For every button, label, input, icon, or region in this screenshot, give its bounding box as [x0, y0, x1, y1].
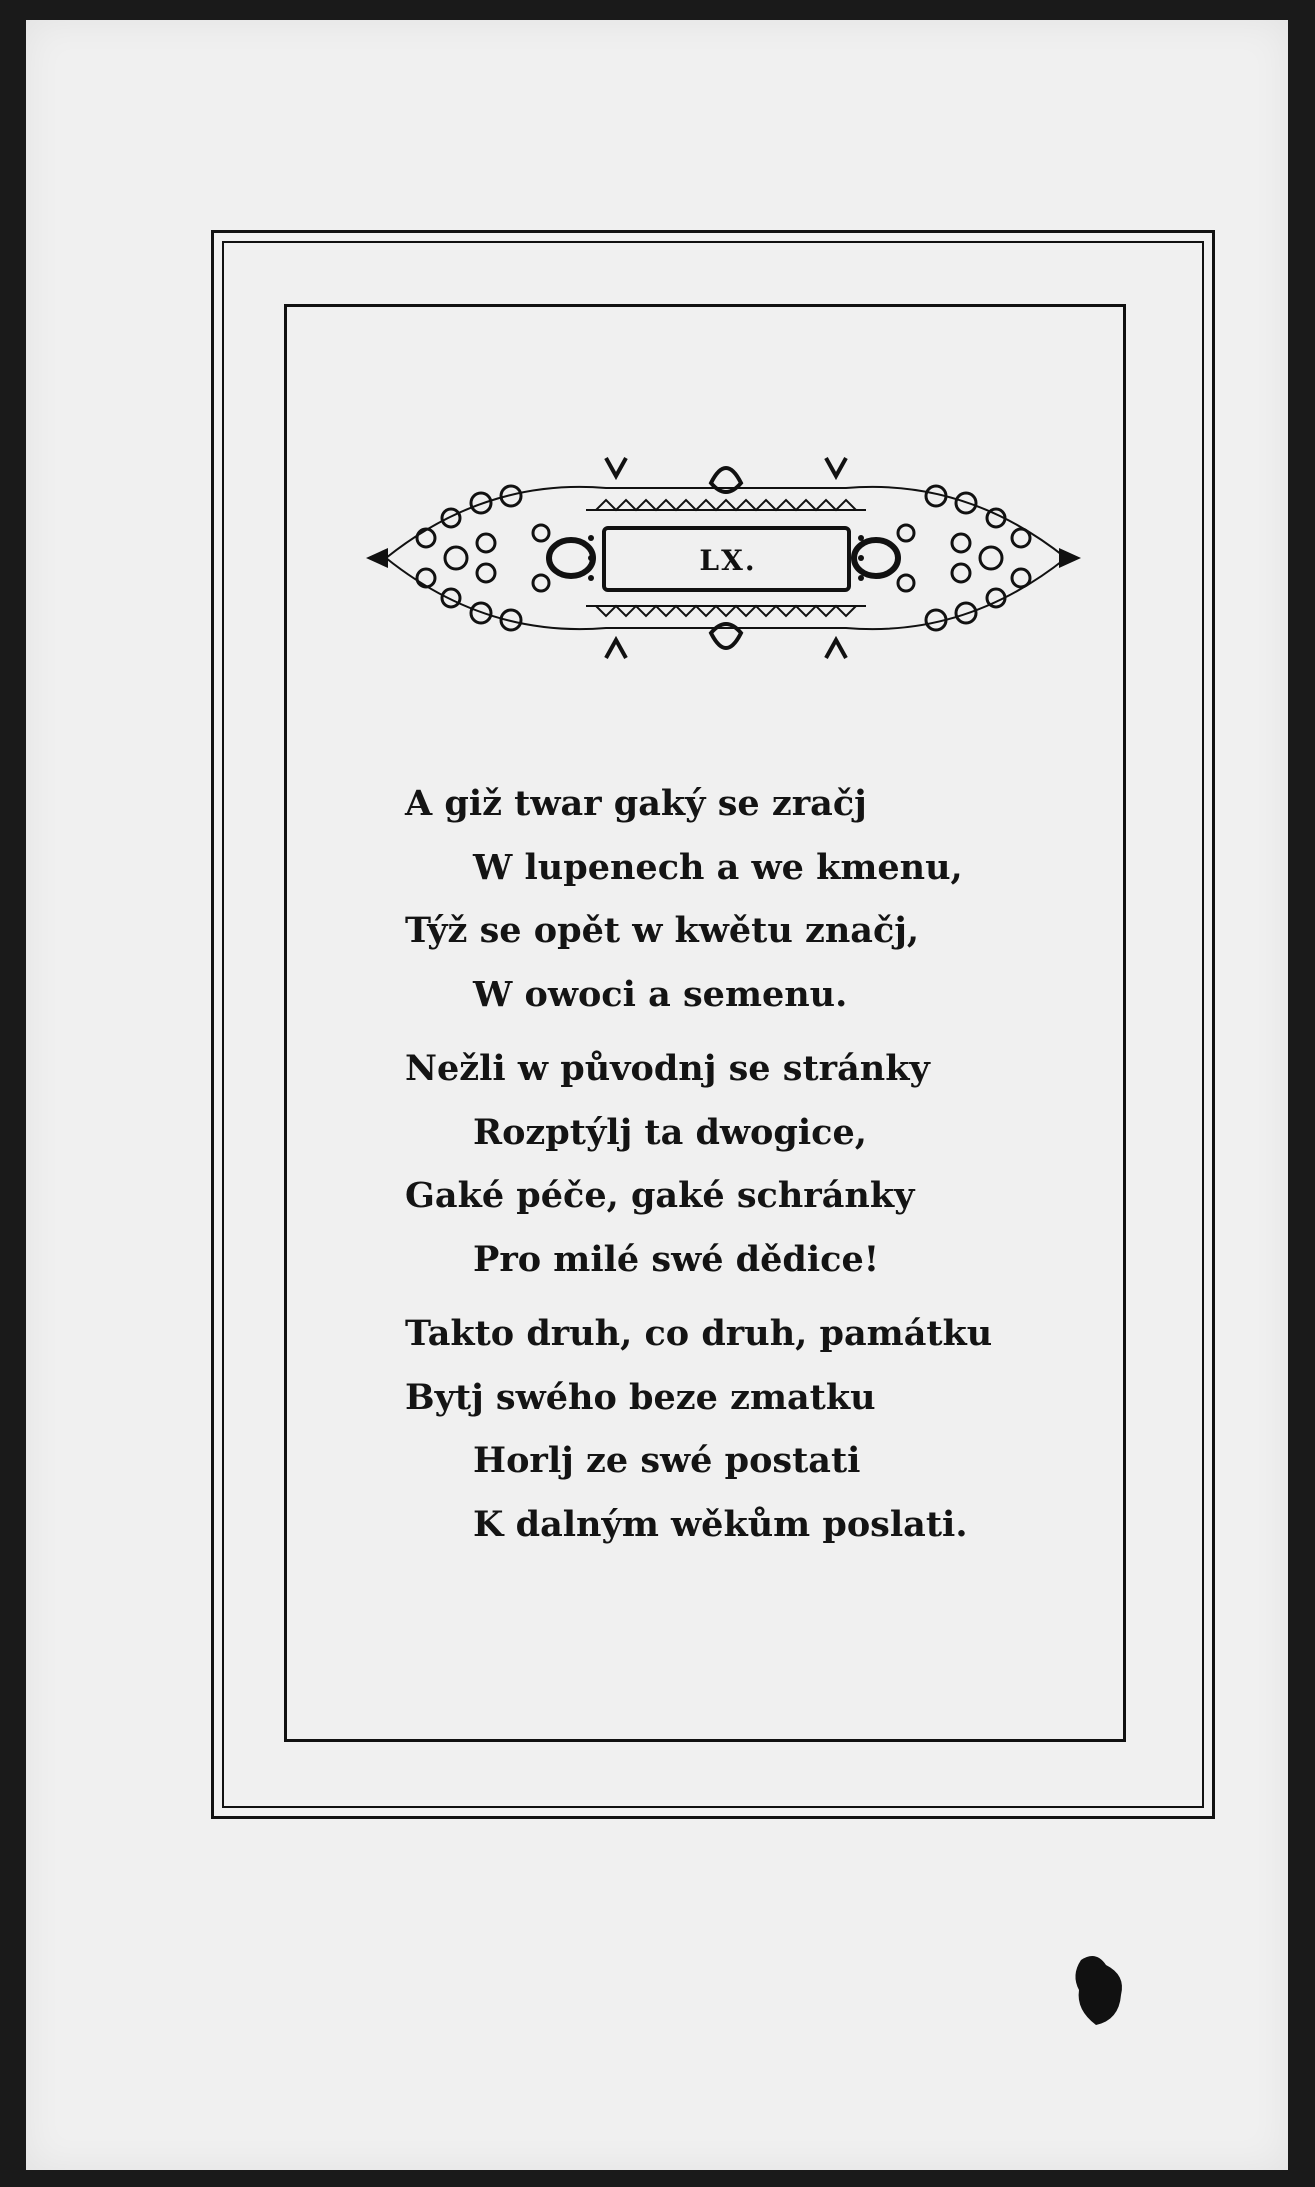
book-page: [26, 20, 1288, 2170]
poem-line: Rozptýlj ta dwogice,: [473, 1111, 867, 1153]
chapter-heading: LX.: [699, 543, 757, 577]
poem-line: Horlj ze swé postati: [473, 1440, 861, 1481]
poem-line: A giž twar gaký se zračj: [405, 783, 867, 824]
poem-line: Bytj swého beze zmatku: [405, 1376, 876, 1418]
poem-body: [405, 772, 1085, 1567]
poem-line: W owoci a semenu.: [473, 973, 848, 1015]
poem-line: W lupenech a we kmenu,: [473, 846, 963, 888]
poem-line: Gaké péče, gaké schránky: [405, 1175, 915, 1216]
stanza: [405, 772, 1085, 1026]
poem-line: K dalným wěkům poslati.: [473, 1503, 968, 1545]
ink-blot-icon: [1071, 1950, 1131, 2030]
stanza: [405, 1302, 1085, 1556]
poem-line: Nežli w původnj se stránky: [405, 1048, 930, 1089]
poem-line: Takto druh, co druh, památku: [405, 1313, 993, 1354]
poem-line: Týž se opět w kwětu značj,: [405, 910, 920, 951]
stanza: [405, 1037, 1085, 1291]
poem-line: Pro milé swé dědice!: [473, 1238, 880, 1280]
